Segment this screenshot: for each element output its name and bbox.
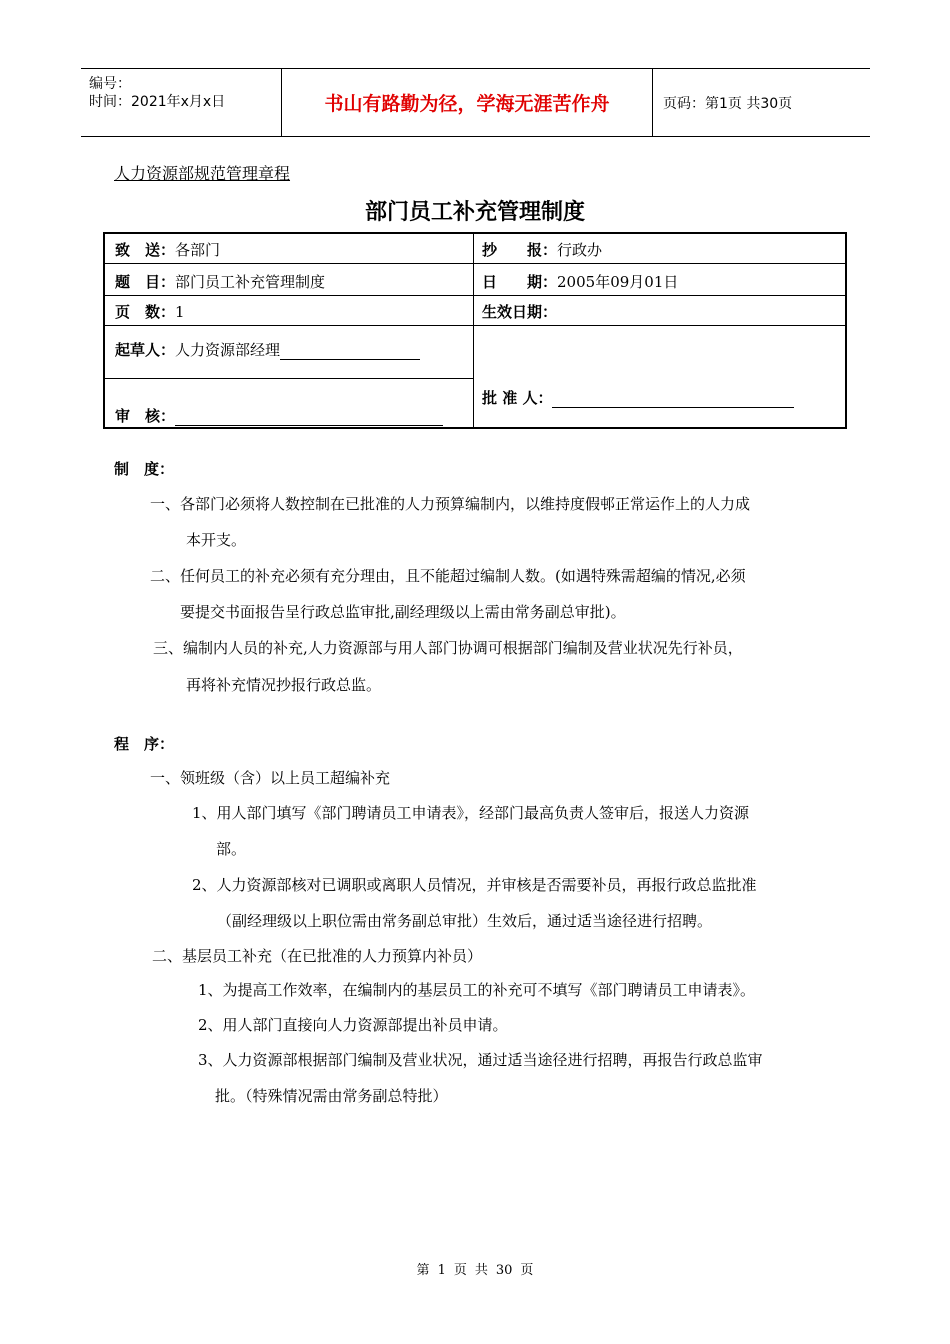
system-line: 要提交书面报告呈行政总监审批,副经理级以上需由常务副总审批)。 bbox=[180, 603, 626, 621]
cc-row bbox=[482, 239, 602, 260]
date-value: 2005年09月01日 bbox=[557, 273, 679, 291]
header-motto: 书山有路勤为径，学海无涯苦作舟 bbox=[282, 69, 653, 136]
reviewer-label: 审 核： bbox=[115, 407, 176, 425]
drafter-row bbox=[115, 339, 420, 360]
procedure-line: （副经理级以上职位需由常务副总审批）生效后，通过适当途径进行招聘。 bbox=[217, 912, 713, 930]
system-heading: 制 度： bbox=[114, 460, 175, 478]
system-line: 一、各部门必须将人数控制在已批准的人力预算编制内，以维持度假邨正常运作上的人力成 bbox=[150, 495, 751, 513]
footer-gong: 共 bbox=[474, 1263, 488, 1278]
pages-row bbox=[115, 301, 185, 322]
effective-row bbox=[482, 301, 557, 322]
system-line: 二、任何员工的补充必须有充分理由，且不能超过编制人数。(如遇特殊需超编的情况,必须 bbox=[150, 567, 746, 585]
pages-value: 1 bbox=[175, 303, 185, 321]
approver-label: 批 准 人： bbox=[482, 389, 553, 407]
subject-value: 部门员工补充管理制度 bbox=[175, 273, 326, 291]
procedure-line: 3、人力资源部根据部门编制及营业状况，通过适当途径进行招聘，再报告行政总监审 bbox=[198, 1051, 763, 1069]
reviewer-row bbox=[115, 405, 443, 426]
header-time: 时间：2021年x月x日 bbox=[89, 94, 226, 110]
drafter-value: 人力资源部经理 bbox=[175, 341, 281, 359]
page-footer bbox=[0, 1259, 950, 1278]
footer-ye: 页 bbox=[453, 1263, 467, 1278]
date-row bbox=[482, 271, 678, 292]
table-rule bbox=[105, 263, 845, 264]
pages-label: 页 数： bbox=[115, 303, 176, 321]
footer-total-pages: 30 bbox=[495, 1263, 513, 1278]
subject-row bbox=[115, 271, 325, 292]
series-title: 人力资源部规范管理章程 bbox=[114, 164, 291, 183]
effective-date-label: 生效日期： bbox=[482, 303, 558, 321]
procedure-line: 1、为提高工作效率，在编制内的基层员工的补充可不填写《部门聘请员工申请表》。 bbox=[198, 981, 756, 999]
footer-ye: 页 bbox=[520, 1263, 534, 1278]
header-page-info: 页码：第1页 共30页 bbox=[663, 95, 793, 112]
header-number: 编号： bbox=[89, 76, 131, 92]
date-label: 日 期： bbox=[482, 273, 558, 291]
table-rule bbox=[105, 295, 845, 296]
system-line: 本开支。 bbox=[186, 531, 247, 549]
to-label: 致 送： bbox=[115, 241, 176, 259]
system-line: 三、编制内人员的补充,人力资源部与用人部门协调可根据部门编制及营业状况先行补员， bbox=[153, 639, 743, 657]
procedure-line: 部。 bbox=[216, 840, 247, 858]
footer-di: 第 bbox=[416, 1263, 430, 1278]
procedure-heading: 程 序： bbox=[114, 735, 175, 753]
subject-label: 题 目： bbox=[115, 273, 176, 291]
cc-label: 抄 报： bbox=[482, 241, 558, 259]
info-table bbox=[103, 232, 847, 429]
procedure-line: 批。（特殊情况需由常务副总特批） bbox=[215, 1087, 448, 1105]
to-row bbox=[115, 239, 220, 260]
approver-row bbox=[482, 387, 794, 408]
system-line: 再将补充情况抄报行政总监。 bbox=[186, 676, 382, 694]
procedure-line: 2、用人部门直接向人力资源部提出补员申请。 bbox=[198, 1016, 508, 1034]
footer-page-number: 1 bbox=[437, 1263, 446, 1278]
approver-signature-line bbox=[552, 392, 794, 408]
table-rule bbox=[105, 378, 473, 379]
procedure-line: 二、基层员工补充（在已批准的人力预算内补员） bbox=[152, 947, 483, 965]
page-header bbox=[81, 68, 870, 137]
drafter-signature-line bbox=[280, 344, 420, 360]
procedure-line: 1、用人部门填写《部门聘请员工申请表》，经部门最高负责人签审后，报送人力资源 bbox=[192, 804, 750, 822]
procedure-line: 一、领班级（含）以上员工超编补充 bbox=[150, 769, 391, 787]
reviewer-signature-line bbox=[175, 410, 443, 426]
cc-value: 行政办 bbox=[557, 241, 603, 259]
to-value: 各部门 bbox=[175, 241, 221, 259]
procedure-line: 2、人力资源部核对已调职或离职人员情况，并审核是否需要补员，再报行政总监批准 bbox=[192, 876, 757, 894]
drafter-label: 起草人： bbox=[115, 341, 176, 359]
header-meta bbox=[81, 69, 282, 136]
table-rule bbox=[105, 325, 845, 326]
document-title: 部门员工补充管理制度 bbox=[364, 200, 585, 225]
